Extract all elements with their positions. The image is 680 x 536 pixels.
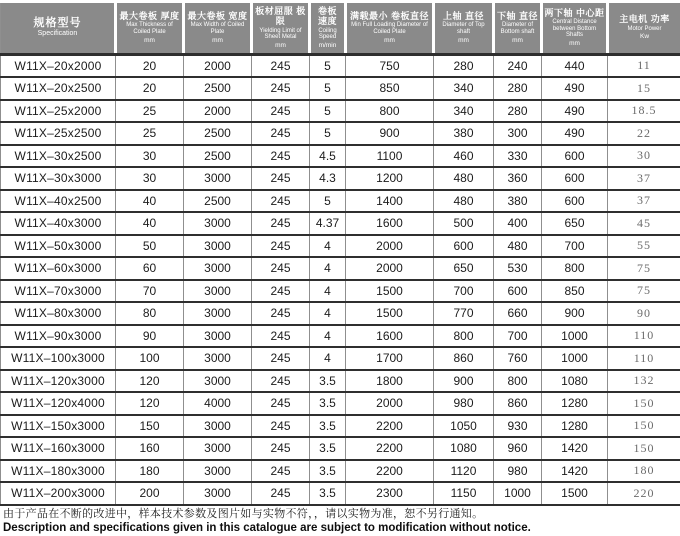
value-cell: 180 — [116, 460, 184, 483]
value-cell: 480 — [434, 167, 494, 190]
value-cell: 1700 — [346, 347, 434, 370]
value-cell: 18.5 — [608, 100, 680, 123]
column-header-unit: m/min — [312, 42, 343, 50]
value-cell: 2000 — [184, 100, 252, 123]
column-header-0 — [1, 3, 116, 54]
table-row — [1, 302, 680, 325]
value-cell: 3000 — [184, 437, 252, 460]
column-header-7 — [494, 3, 542, 54]
model-cell: W11X–200x3000 — [1, 482, 116, 505]
value-cell: 5 — [310, 54, 346, 77]
table-row — [1, 190, 680, 213]
value-cell: 330 — [494, 145, 542, 168]
value-cell: 2500 — [184, 77, 252, 100]
table-row — [1, 235, 680, 258]
value-cell: 37 — [608, 167, 680, 190]
model-cell: W11X–90x3000 — [1, 325, 116, 348]
value-cell: 800 — [346, 100, 434, 123]
value-cell: 1420 — [542, 460, 608, 483]
value-cell: 3000 — [184, 212, 252, 235]
column-header-en: Diameter of Top shaft — [436, 22, 491, 35]
value-cell: 280 — [494, 100, 542, 123]
value-cell: 1050 — [434, 415, 494, 438]
column-header-4 — [310, 3, 346, 54]
table-row — [1, 167, 680, 190]
column-header-unit: mm — [436, 37, 491, 45]
value-cell: 1800 — [346, 370, 434, 393]
value-cell: 1000 — [494, 482, 542, 505]
model-cell: W11X–150x3000 — [1, 415, 116, 438]
value-cell: 4 — [310, 347, 346, 370]
model-cell: W11X–50x3000 — [1, 235, 116, 258]
value-cell: 850 — [542, 280, 608, 303]
value-cell: 1420 — [542, 437, 608, 460]
value-cell: 120 — [116, 370, 184, 393]
value-cell: 2200 — [346, 415, 434, 438]
value-cell: 3000 — [184, 280, 252, 303]
table-row — [1, 460, 680, 483]
value-cell: 60 — [116, 257, 184, 280]
value-cell: 4000 — [184, 392, 252, 415]
value-cell: 3.5 — [310, 437, 346, 460]
value-cell: 1500 — [346, 302, 434, 325]
value-cell: 110 — [608, 325, 680, 348]
value-cell: 75 — [608, 280, 680, 303]
model-cell: W11X–25x2000 — [1, 100, 116, 123]
column-header-9 — [608, 3, 680, 54]
column-header-en: Diameter of Bottom shaft — [496, 22, 539, 35]
column-header-en: Specification — [2, 30, 113, 38]
value-cell: 245 — [252, 100, 310, 123]
value-cell: 100 — [116, 347, 184, 370]
value-cell: 3000 — [184, 347, 252, 370]
column-header-6 — [434, 3, 494, 54]
table-row — [1, 54, 680, 77]
value-cell: 160 — [116, 437, 184, 460]
table-body — [1, 54, 680, 505]
value-cell: 600 — [542, 167, 608, 190]
value-cell: 245 — [252, 280, 310, 303]
value-cell: 245 — [252, 167, 310, 190]
table-row — [1, 280, 680, 303]
model-cell: W11X–20x2500 — [1, 77, 116, 100]
table-row — [1, 145, 680, 168]
value-cell: 2300 — [346, 482, 434, 505]
value-cell: 1280 — [542, 392, 608, 415]
value-cell: 1280 — [542, 415, 608, 438]
value-cell: 2500 — [184, 190, 252, 213]
column-header-zh: 下轴 直径 — [496, 11, 539, 21]
value-cell: 240 — [494, 54, 542, 77]
note-english: Description and specifications given in this catalogue are subject to modification without notice. — [3, 521, 677, 535]
model-cell: W11X–60x3000 — [1, 257, 116, 280]
value-cell: 480 — [494, 235, 542, 258]
column-header-zh: 规格型号 — [2, 17, 113, 30]
value-cell: 280 — [494, 77, 542, 100]
value-cell: 760 — [494, 347, 542, 370]
value-cell: 650 — [542, 212, 608, 235]
value-cell: 30 — [116, 167, 184, 190]
value-cell: 750 — [346, 54, 434, 77]
value-cell: 800 — [434, 325, 494, 348]
column-header-en: Min Full Loading Diameter of Coiled Plate — [348, 22, 431, 35]
value-cell: 70 — [116, 280, 184, 303]
value-cell: 4.3 — [310, 167, 346, 190]
model-cell: W11X–100x3000 — [1, 347, 116, 370]
value-cell: 5 — [310, 77, 346, 100]
value-cell: 3000 — [184, 482, 252, 505]
value-cell: 500 — [434, 212, 494, 235]
table-row — [1, 100, 680, 123]
specification-table — [0, 3, 680, 506]
value-cell: 2000 — [346, 392, 434, 415]
value-cell: 15 — [608, 77, 680, 100]
value-cell: 4 — [310, 257, 346, 280]
value-cell: 340 — [434, 100, 494, 123]
table-row — [1, 77, 680, 100]
value-cell: 2200 — [346, 460, 434, 483]
value-cell: 900 — [346, 122, 434, 145]
value-cell: 120 — [116, 392, 184, 415]
value-cell: 600 — [542, 190, 608, 213]
value-cell: 930 — [494, 415, 542, 438]
value-cell: 850 — [346, 77, 434, 100]
model-cell: W11X–30x2500 — [1, 145, 116, 168]
value-cell: 400 — [494, 212, 542, 235]
value-cell: 1600 — [346, 212, 434, 235]
column-header-zh: 最大卷板 厚度 — [118, 11, 181, 21]
value-cell: 960 — [494, 437, 542, 460]
value-cell: 3.5 — [310, 370, 346, 393]
model-cell: W11X–120x3000 — [1, 370, 116, 393]
table-row — [1, 325, 680, 348]
value-cell: 3000 — [184, 302, 252, 325]
value-cell: 20 — [116, 54, 184, 77]
value-cell: 700 — [434, 280, 494, 303]
value-cell: 150 — [608, 415, 680, 438]
value-cell: 4.5 — [310, 145, 346, 168]
column-header-zh: 主电机 功率 — [610, 14, 679, 24]
value-cell: 50 — [116, 235, 184, 258]
value-cell: 2000 — [346, 235, 434, 258]
value-cell: 3.5 — [310, 415, 346, 438]
table-row — [1, 370, 680, 393]
value-cell: 4 — [310, 235, 346, 258]
model-cell: W11X–160x3000 — [1, 437, 116, 460]
value-cell: 3000 — [184, 370, 252, 393]
column-header-8 — [542, 3, 608, 54]
value-cell: 700 — [494, 325, 542, 348]
value-cell: 380 — [434, 122, 494, 145]
column-header-en: Coiling Speed — [312, 28, 343, 41]
column-header-en: Central Distance between Bottom Shafts — [544, 19, 605, 39]
value-cell: 22 — [608, 122, 680, 145]
table-row — [1, 392, 680, 415]
value-cell: 2000 — [346, 257, 434, 280]
value-cell: 1600 — [346, 325, 434, 348]
value-cell: 1200 — [346, 167, 434, 190]
value-cell: 770 — [434, 302, 494, 325]
value-cell: 460 — [434, 145, 494, 168]
value-cell: 90 — [608, 302, 680, 325]
header-row — [1, 3, 680, 54]
value-cell: 800 — [494, 370, 542, 393]
value-cell: 3000 — [184, 325, 252, 348]
value-cell: 180 — [608, 460, 680, 483]
table-row — [1, 347, 680, 370]
value-cell: 90 — [116, 325, 184, 348]
column-header-unit: Kw — [610, 33, 679, 41]
model-cell: W11X–40x2500 — [1, 190, 116, 213]
value-cell: 4 — [310, 325, 346, 348]
column-header-en: Yielding Limit of Sheet Metal — [254, 28, 307, 41]
column-header-zh: 最大卷板 宽度 — [186, 11, 249, 21]
value-cell: 300 — [494, 122, 542, 145]
value-cell: 480 — [434, 190, 494, 213]
value-cell: 245 — [252, 437, 310, 460]
model-cell: W11X–25x2500 — [1, 122, 116, 145]
value-cell: 900 — [542, 302, 608, 325]
value-cell: 490 — [542, 122, 608, 145]
value-cell: 490 — [542, 77, 608, 100]
value-cell: 3000 — [184, 167, 252, 190]
value-cell: 4.37 — [310, 212, 346, 235]
value-cell: 700 — [542, 235, 608, 258]
column-header-zh: 满载最小 卷板直径 — [348, 11, 431, 21]
column-header-zh: 上轴 直径 — [436, 11, 491, 21]
footer-notes — [0, 506, 680, 536]
value-cell: 600 — [542, 145, 608, 168]
note-chinese: 由于产品在不断的改进中，样本技术参数及图片如与实物不符，，请以实物为准，恕不另行通知。 — [3, 508, 677, 522]
table-header — [1, 3, 680, 54]
value-cell: 245 — [252, 122, 310, 145]
value-cell: 2500 — [184, 145, 252, 168]
value-cell: 3.5 — [310, 460, 346, 483]
value-cell: 245 — [252, 257, 310, 280]
column-header-unit: mm — [118, 37, 181, 45]
value-cell: 132 — [608, 370, 680, 393]
value-cell: 600 — [494, 280, 542, 303]
column-header-unit: mm — [348, 37, 431, 45]
value-cell: 1000 — [542, 347, 608, 370]
value-cell: 245 — [252, 347, 310, 370]
value-cell: 245 — [252, 54, 310, 77]
column-header-zh: 两下轴 中心距 — [544, 8, 605, 18]
value-cell: 340 — [434, 77, 494, 100]
value-cell: 2200 — [346, 437, 434, 460]
value-cell: 55 — [608, 235, 680, 258]
value-cell: 3000 — [184, 460, 252, 483]
column-header-unit: mm — [544, 40, 605, 48]
value-cell: 800 — [542, 257, 608, 280]
value-cell: 1400 — [346, 190, 434, 213]
value-cell: 530 — [494, 257, 542, 280]
value-cell: 660 — [494, 302, 542, 325]
column-header-en: Max Width of Coiled Plate — [186, 22, 249, 35]
value-cell: 245 — [252, 77, 310, 100]
table-row — [1, 437, 680, 460]
column-header-zh: 板材屈服 极限 — [254, 6, 307, 27]
value-cell: 2000 — [184, 54, 252, 77]
value-cell: 30 — [608, 145, 680, 168]
value-cell: 245 — [252, 302, 310, 325]
value-cell: 1100 — [346, 145, 434, 168]
column-header-en: Max Thickness of Coiled Plate — [118, 22, 181, 35]
model-cell: W11X–70x3000 — [1, 280, 116, 303]
value-cell: 245 — [252, 145, 310, 168]
value-cell: 1080 — [434, 437, 494, 460]
value-cell: 245 — [252, 482, 310, 505]
value-cell: 110 — [608, 347, 680, 370]
value-cell: 245 — [252, 415, 310, 438]
value-cell: 1150 — [434, 482, 494, 505]
value-cell: 5 — [310, 122, 346, 145]
value-cell: 11 — [608, 54, 680, 77]
value-cell: 440 — [542, 54, 608, 77]
value-cell: 245 — [252, 190, 310, 213]
value-cell: 4 — [310, 280, 346, 303]
value-cell: 980 — [494, 460, 542, 483]
value-cell: 3.5 — [310, 482, 346, 505]
table-row — [1, 257, 680, 280]
column-header-3 — [252, 3, 310, 54]
value-cell: 150 — [608, 437, 680, 460]
model-cell: W11X–40x3000 — [1, 212, 116, 235]
value-cell: 37 — [608, 190, 680, 213]
value-cell: 1000 — [542, 325, 608, 348]
value-cell: 280 — [434, 54, 494, 77]
value-cell: 80 — [116, 302, 184, 325]
model-cell: W11X–30x3000 — [1, 167, 116, 190]
table-row — [1, 212, 680, 235]
value-cell: 220 — [608, 482, 680, 505]
value-cell: 980 — [434, 392, 494, 415]
column-header-unit: mm — [496, 37, 539, 45]
value-cell: 20 — [116, 77, 184, 100]
value-cell: 245 — [252, 392, 310, 415]
value-cell: 30 — [116, 145, 184, 168]
column-header-zh: 卷板 速度 — [312, 6, 343, 27]
value-cell: 4 — [310, 302, 346, 325]
value-cell: 40 — [116, 190, 184, 213]
value-cell: 45 — [608, 212, 680, 235]
value-cell: 360 — [494, 167, 542, 190]
table-row — [1, 415, 680, 438]
value-cell: 150 — [116, 415, 184, 438]
value-cell: 860 — [494, 392, 542, 415]
table-row — [1, 122, 680, 145]
value-cell: 40 — [116, 212, 184, 235]
value-cell: 200 — [116, 482, 184, 505]
value-cell: 5 — [310, 100, 346, 123]
value-cell: 75 — [608, 257, 680, 280]
value-cell: 3000 — [184, 415, 252, 438]
column-header-en: Motor Power — [610, 26, 679, 33]
value-cell: 900 — [434, 370, 494, 393]
value-cell: 1500 — [542, 482, 608, 505]
column-header-2 — [184, 3, 252, 54]
value-cell: 1080 — [542, 370, 608, 393]
column-header-unit: mm — [186, 37, 249, 45]
value-cell: 490 — [542, 100, 608, 123]
column-header-1 — [116, 3, 184, 54]
model-cell: W11X–20x2000 — [1, 54, 116, 77]
value-cell: 245 — [252, 370, 310, 393]
model-cell: W11X–180x3000 — [1, 460, 116, 483]
value-cell: 245 — [252, 460, 310, 483]
value-cell: 5 — [310, 190, 346, 213]
column-header-5 — [346, 3, 434, 54]
value-cell: 245 — [252, 325, 310, 348]
table-row — [1, 482, 680, 505]
value-cell: 1120 — [434, 460, 494, 483]
value-cell: 3000 — [184, 235, 252, 258]
value-cell: 3.5 — [310, 392, 346, 415]
model-cell: W11X–80x3000 — [1, 302, 116, 325]
value-cell: 860 — [434, 347, 494, 370]
value-cell: 600 — [434, 235, 494, 258]
value-cell: 650 — [434, 257, 494, 280]
value-cell: 150 — [608, 392, 680, 415]
value-cell: 3000 — [184, 257, 252, 280]
column-header-unit: mm — [254, 42, 307, 50]
value-cell: 245 — [252, 235, 310, 258]
value-cell: 2500 — [184, 122, 252, 145]
value-cell: 245 — [252, 212, 310, 235]
model-cell: W11X–120x4000 — [1, 392, 116, 415]
value-cell: 25 — [116, 122, 184, 145]
value-cell: 25 — [116, 100, 184, 123]
value-cell: 380 — [494, 190, 542, 213]
value-cell: 1500 — [346, 280, 434, 303]
